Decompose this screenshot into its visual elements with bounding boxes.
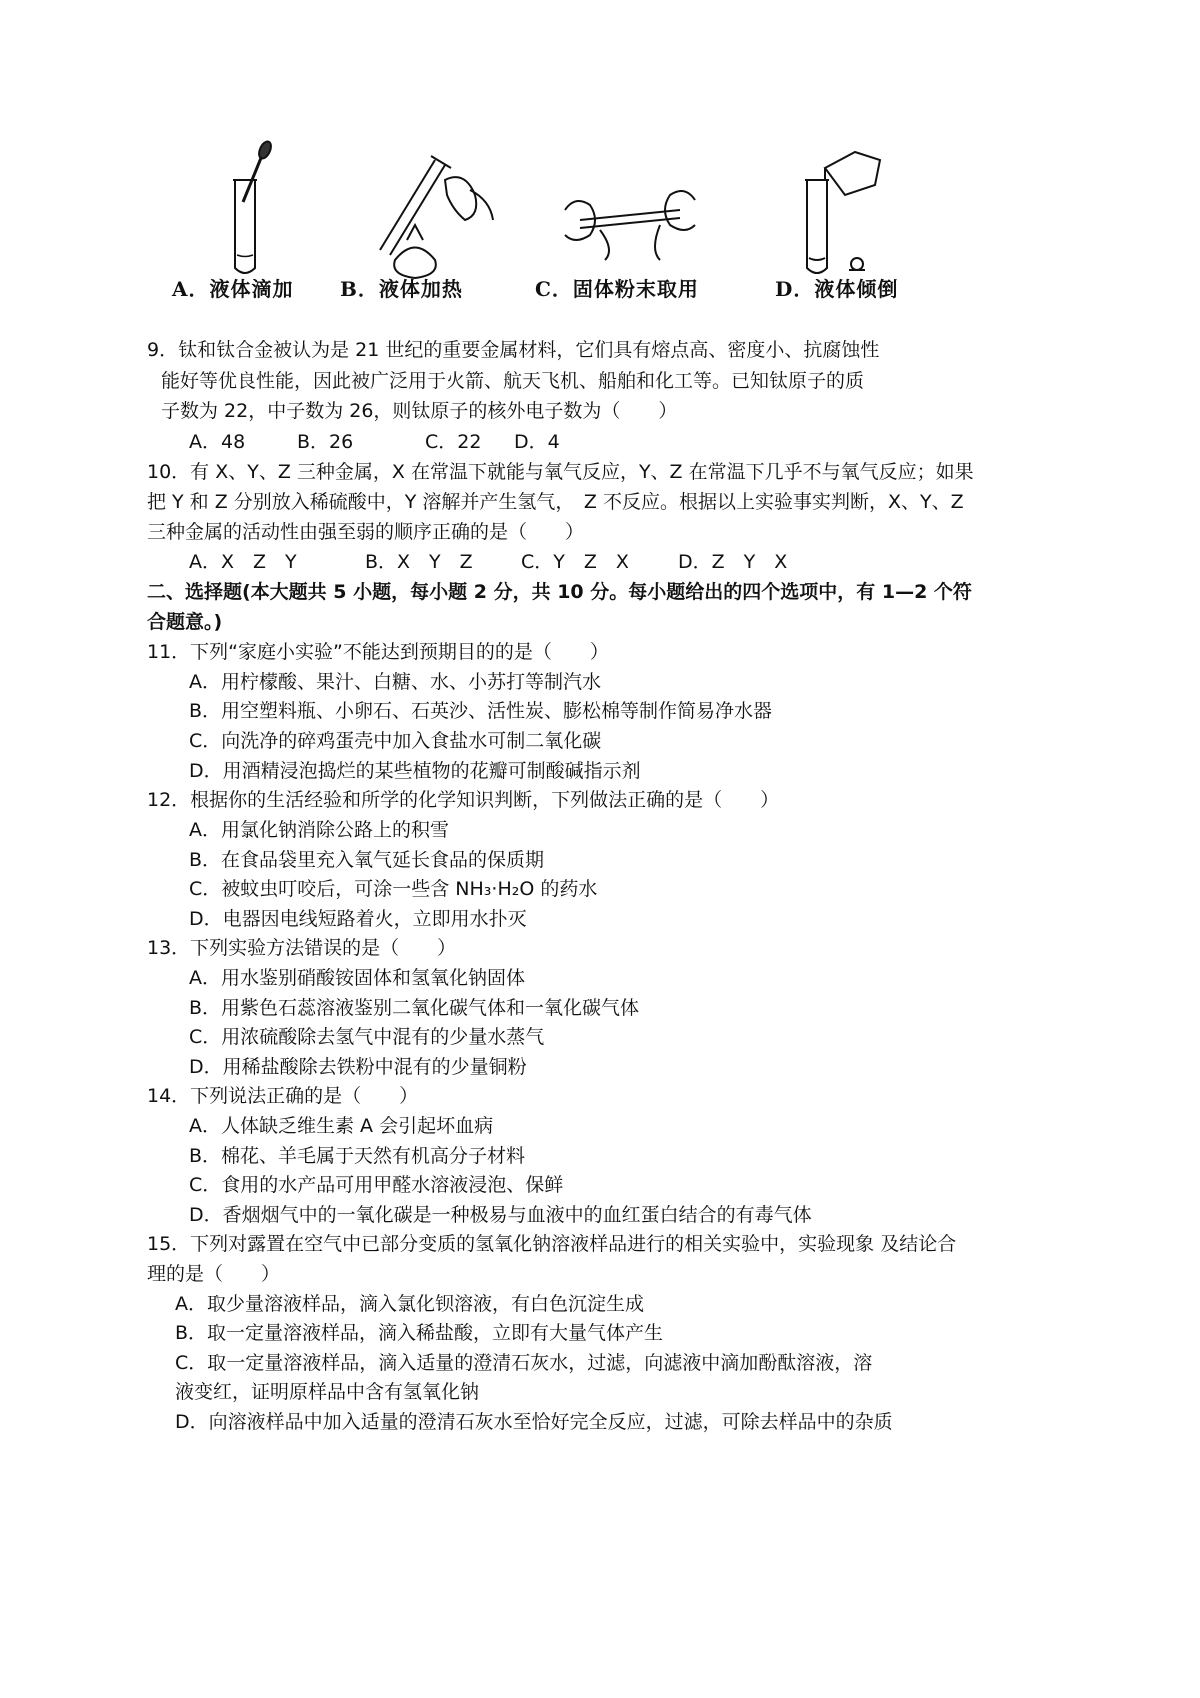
figure-d-caption: D．液体倾倒	[775, 277, 899, 301]
q11-option-a: A．用柠檬酸、果汁、白糖、水、小苏打等制汽水	[189, 671, 601, 693]
q15-option-c-line2: 液变红，证明原样品中含有氢氧化钠	[175, 1381, 480, 1403]
section-2-heading-line1: 二、选择题(本大题共 5 小题，每小题 2 分，共 10 分。每小题给出的四个选项中，有 1—2 个符	[147, 581, 972, 603]
q12-option-c: C．被蚊虫叮咬后，可涂一些含 NH₃·H₂O 的药水	[189, 878, 598, 900]
q9-stem-line1: 9．钛和钛合金被认为是 21 世纪的重要金属材料，它们具有熔点高、密度小、抗腐蚀性	[147, 339, 880, 361]
figure-d-pouring-illustration	[785, 140, 895, 280]
q13-option-a: A．用水鉴别硝酸铵固体和氢氧化钠固体	[189, 967, 525, 989]
q15-option-d: D．向溶液样品中加入适量的澄清石灰水至恰好完全反应，过滤，可除去样品中的杂质	[175, 1411, 893, 1433]
q10-stem-line1: 10．有 X、Y、Z 三种金属，X 在常温下就能与氧气反应，Y、Z 在常温下几乎不与氧气反应；如果	[147, 461, 974, 483]
q14-option-a: A．人体缺乏维生素 A 会引起坏血病	[189, 1115, 494, 1137]
q15-stem-line1: 15．下列对露置在空气中已部分变质的氢氧化钠溶液样品进行的相关实验中，实验现象 及结论合	[147, 1233, 957, 1255]
q9-stem-line2: 能好等优良性能，因此被广泛用于火箭、航天飞机、船舶和化工等。已知钛原子的质	[161, 370, 865, 392]
q9-option-d: D．4	[514, 431, 560, 453]
q14-stem: 14．下列说法正确的是（ ）	[147, 1085, 419, 1107]
figure-c-caption: C．固体粉末取用	[535, 277, 699, 301]
q9-stem-line3: 子数为 22，中子数为 26，则钛原子的核外电子数为（ ）	[161, 400, 678, 422]
q12-option-a: A．用氯化钠消除公路上的积雪	[189, 819, 449, 841]
q11-option-d: D．用酒精浸泡捣烂的某些植物的花瓣可制酸碱指示剂	[189, 760, 641, 782]
q10-stem-line2: 把 Y 和 Z 分别放入稀硫酸中，Y 溶解并产生氢气， Z 不反应。根据以上实验事实判断，X、Y、Z	[147, 491, 964, 513]
q10-option-d: D．Z Y X	[678, 551, 788, 573]
q10-stem-line3: 三种金属的活动性由强至弱的顺序正确的是（ ）	[147, 521, 585, 543]
q9-option-b: B．26	[297, 431, 354, 453]
q15-option-c-line1: C．取一定量溶液样品，滴入适量的澄清石灰水，过滤，向滤液中滴加酚酞溶液，溶	[175, 1352, 873, 1374]
q11-option-c: C．向洗净的碎鸡蛋壳中加入食盐水可制二氧化碳	[189, 730, 602, 752]
q15-option-a: A．取少量溶液样品，滴入氯化钡溶液，有白色沉淀生成	[175, 1293, 644, 1315]
q10-option-b: B．X Y Z	[365, 551, 473, 573]
section-2-heading-line2: 合题意。)	[147, 611, 223, 633]
figure-c-powder-illustration	[560, 170, 700, 270]
q14-option-b: B．棉花、羊毛属于天然有机高分子材料	[189, 1145, 526, 1167]
q12-option-b: B．在食品袋里充入氧气延长食品的保质期	[189, 849, 545, 871]
figure-a-caption: A．液体滴加	[172, 277, 294, 301]
q14-option-c: C．食用的水产品可用甲醛水溶液浸泡、保鲜	[189, 1174, 564, 1196]
figure-a-dropper-illustration	[215, 140, 325, 280]
q15-stem-line2: 理的是（ ）	[147, 1263, 281, 1285]
figure-row	[0, 140, 1200, 330]
figure-b-heating-illustration	[375, 140, 505, 280]
q12-option-d: D．电器因电线短路着火，立即用水扑灭	[189, 908, 527, 930]
q9-option-c: C．22	[425, 431, 482, 453]
q10-option-c: C．Y Z X	[521, 551, 629, 573]
q11-stem: 11．下列“家庭小实验”不能达到预期目的的是（ ）	[147, 641, 609, 663]
q9-option-a: A．48	[189, 431, 246, 453]
q13-option-b: B．用紫色石蕊溶液鉴别二氧化碳气体和一氧化碳气体	[189, 997, 640, 1019]
q13-option-d: D．用稀盐酸除去铁粉中混有的少量铜粉	[189, 1056, 527, 1078]
q15-option-b: B．取一定量溶液样品，滴入稀盐酸，立即有大量气体产生	[175, 1322, 664, 1344]
q11-option-b: B．用空塑料瓶、小卵石、石英沙、活性炭、膨松棉等制作简易净水器	[189, 700, 773, 722]
q10-option-a: A．X Z Y	[189, 551, 297, 573]
q13-option-c: C．用浓硫酸除去氢气中混有的少量水蒸气	[189, 1026, 545, 1048]
q13-stem: 13．下列实验方法错误的是（ ）	[147, 937, 457, 959]
q12-stem: 12．根据你的生活经验和所学的化学知识判断，下列做法正确的是（ ）	[147, 789, 780, 811]
q14-option-d: D．香烟烟气中的一氧化碳是一种极易与血液中的血红蛋白结合的有毒气体	[189, 1204, 812, 1226]
figure-b-caption: B．液体加热	[340, 277, 463, 301]
